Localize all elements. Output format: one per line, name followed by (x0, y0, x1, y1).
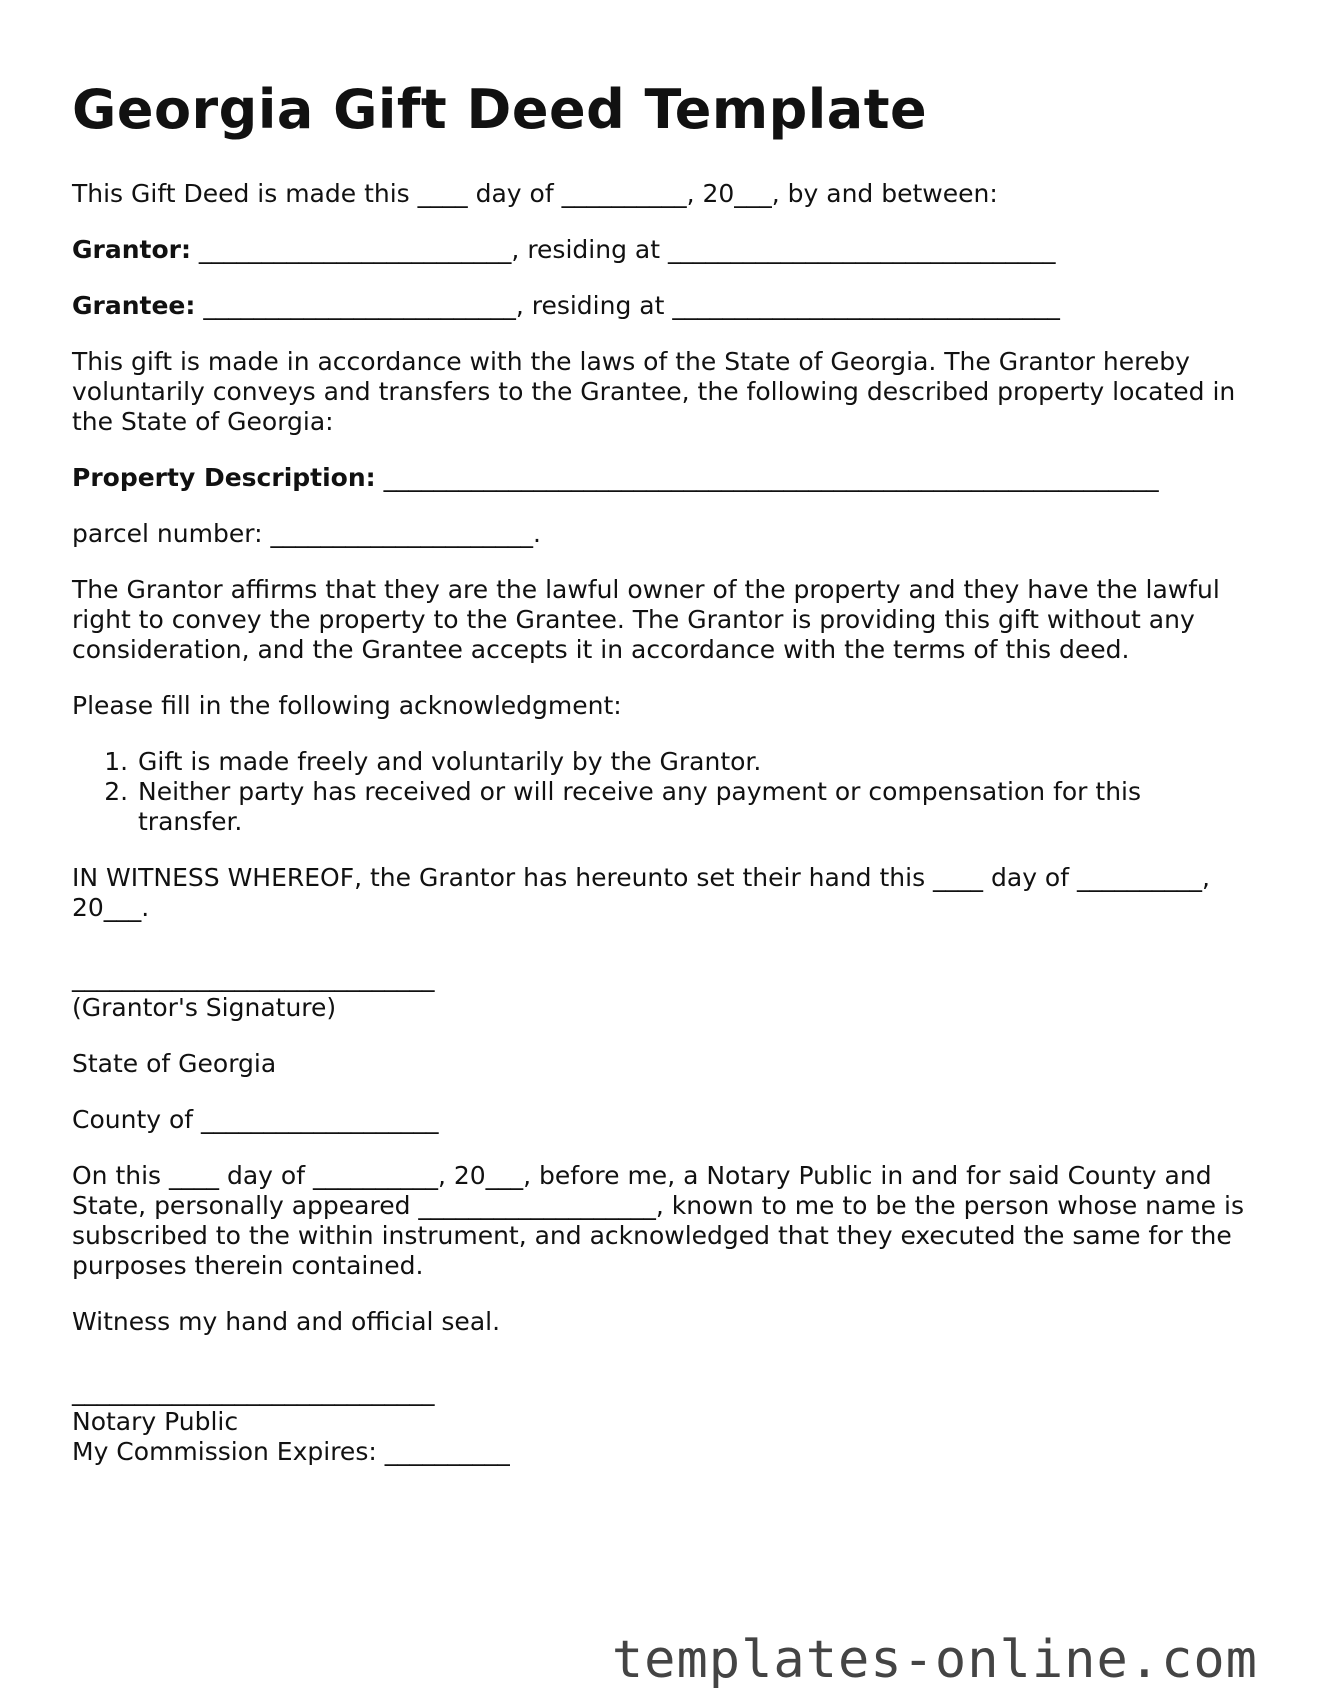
notary-label: Notary Public (72, 1406, 239, 1436)
commission-line: My Commission Expires: __________ (72, 1436, 510, 1466)
grantee-line (72, 291, 1252, 321)
property-line (72, 463, 1252, 493)
document-page (72, 78, 1252, 1467)
grantee-label: Grantee: (72, 290, 196, 320)
conveyance-paragraph: This gift is made in accordance with the laws of the State of Georgia. The Grantor hereby voluntarily conveys and transfers to the Grantee, the following described property located in the State of Georgia: (72, 346, 1236, 436)
list-item: 2. Neither party has received or will receive any payment or compensation for this transfer. (136, 777, 1252, 837)
acknowledgment-list (72, 747, 1252, 837)
notary-signature-line: _____________________________ (72, 1376, 435, 1406)
witness-paragraph: IN WITNESS WHEREOF, the Grantor has hereunto set their hand this ____ day of __________, 20___. (72, 862, 1210, 922)
page-title: Georgia Gift Deed Template (72, 78, 928, 141)
grantor-label: Grantor: (72, 234, 191, 264)
grantor-signature-line: _____________________________ (72, 962, 435, 992)
notary-signature-block (72, 1377, 1252, 1467)
property-blank: ______________________________________________________________ (375, 462, 1159, 492)
grantor-blank: _________________________, residing at _______________________________ (190, 234, 1056, 264)
county-line: County of ___________________ (72, 1104, 439, 1134)
list-item: 1. Gift is made freely and voluntarily by the Grantor. (136, 747, 1252, 777)
grantor-line (72, 235, 1252, 265)
state-line: State of Georgia (72, 1048, 277, 1078)
notary-paragraph: On this ____ day of __________, 20___, before me, a Notary Public in and for said County and State, personally appeared ___________________, known to me to be the person whose name is subscribed to the within instrument, and acknowledged that they executed the same for the purposes therein contained. (72, 1160, 1244, 1280)
intro-paragraph: This Gift Deed is made this ____ day of __________, 20___, by and between: (72, 178, 998, 208)
acknowledgment-intro: Please fill in the following acknowledgment: (72, 690, 622, 720)
property-label: Property Description: (72, 462, 376, 492)
grantor-signature-label: (Grantor's Signature) (72, 992, 337, 1022)
grantee-blank: _________________________, residing at _______________________________ (195, 290, 1060, 320)
seal-line: Witness my hand and official seal. (72, 1306, 501, 1336)
affirmation-paragraph: The Grantor affirms that they are the lawful owner of the property and they have the lawful right to convey the property to the Grantee. The Grantor is providing this gift without any consideration, and the Grantee accepts it in accordance with the terms of this deed. (72, 574, 1220, 664)
grantor-signature-block (72, 963, 1252, 1023)
watermark: templates-online.com (611, 1630, 1258, 1690)
parcel-line: parcel number: _____________________. (72, 518, 541, 548)
